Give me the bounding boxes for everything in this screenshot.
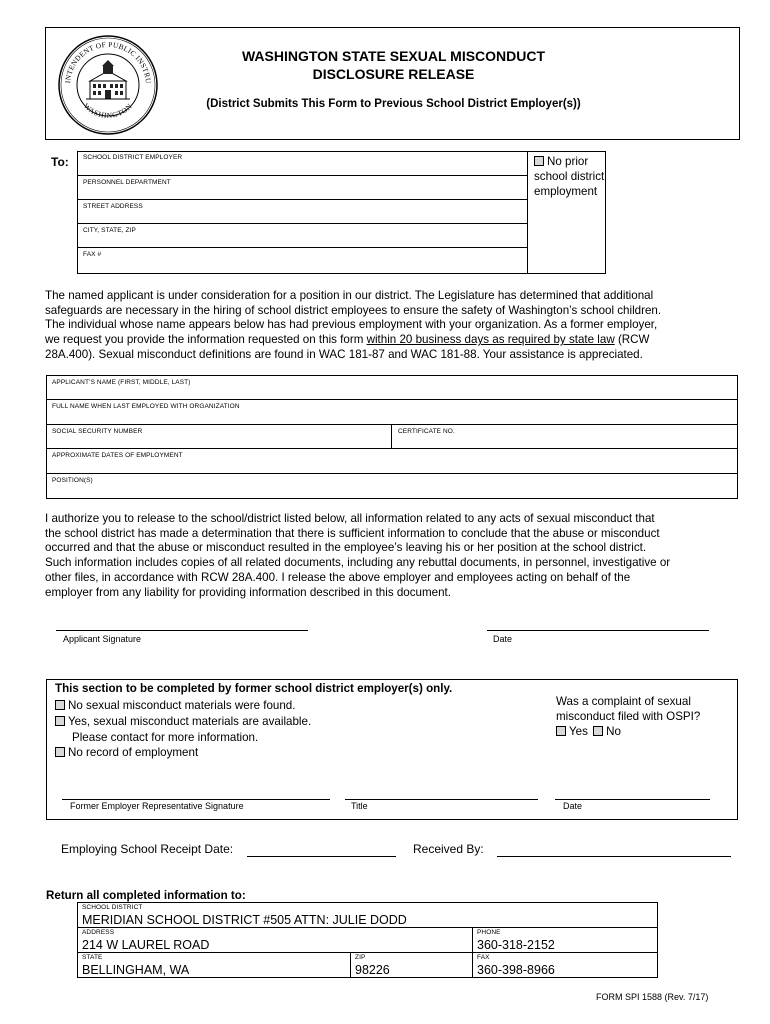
rep-signature-line[interactable] (62, 799, 330, 800)
full-name-label: FULL NAME WHEN LAST EMPLOYED WITH ORGANIZATION (52, 403, 240, 410)
authorization-line: other files, in accordance with RCW 28A.400. I release the above employer and employees acting on behalf of the (45, 570, 631, 584)
return-phone-label: PHONE (477, 929, 501, 936)
return-address-field (78, 928, 473, 953)
return-fax-value: 360-398-8966 (477, 963, 555, 977)
former-employer-box (46, 679, 738, 820)
rep-signature-label: Former Employer Representative Signature (70, 801, 244, 811)
authorization-paragraph (45, 512, 750, 600)
city-field[interactable] (78, 224, 528, 248)
page-title-line1: WASHINGTON STATE SEXUAL MISCONDUCT (241, 48, 546, 64)
return-heading: Return all completed information to: (46, 889, 246, 902)
return-state-value: BELLINGHAM, WA (82, 963, 190, 977)
department-label: PERSONNEL DEPARTMENT (83, 179, 171, 186)
return-state-label: STATE (82, 954, 103, 961)
intro-paragraph (45, 289, 745, 363)
deadline-text: within 20 business days as required by state law (366, 333, 615, 347)
no-prior-checkbox[interactable] (534, 156, 544, 166)
page-title-line2: DISCLOSURE RELEASE (312, 66, 475, 82)
authorization-line: employer from any liability for providing information described in this document. (45, 585, 451, 599)
page-subtitle: (District Submits This Form to Previous School District Employer(s)) (206, 98, 581, 110)
rep-title-label: Title (351, 801, 368, 811)
no-prior-text-1: No prior (547, 155, 589, 168)
return-address-value: 214 W LAUREL ROAD (82, 938, 210, 952)
authorization-line: I authorize you to release to the school/district listed below, all information related to any acts of sexual misconduct that (45, 512, 655, 525)
no-record-checkbox[interactable] (55, 747, 65, 757)
no-record-label: No record of employment (68, 746, 199, 760)
street-field[interactable] (78, 200, 528, 224)
no-prior-text-2: school district (534, 170, 605, 183)
form-number: FORM SPI 1588 (Rev. 7/17) (596, 992, 709, 1002)
return-district-value: MERIDIAN SCHOOL DISTRICT #505 ATTN: JULIE DODD (82, 913, 407, 927)
applicant-date-line[interactable] (487, 630, 709, 631)
rep-date-line[interactable] (555, 799, 710, 800)
street-label: STREET ADDRESS (83, 203, 143, 210)
applicant-name-field[interactable] (47, 376, 737, 400)
to-address-box (77, 151, 606, 274)
employment-dates-label: APPROXIMATE DATES OF EMPLOYMENT (52, 452, 183, 459)
employer-field[interactable] (78, 152, 528, 176)
certificate-field[interactable] (392, 425, 737, 449)
authorization-line: Such information includes copies of all related documents, including any rebuttal documents, in personnel, investigative or (45, 556, 671, 570)
no-materials-label: No sexual misconduct materials were found. (68, 699, 296, 712)
return-zip-field (351, 953, 473, 977)
received-by-line[interactable] (497, 856, 731, 857)
complaint-question-1: Was a complaint of sexual (556, 695, 691, 708)
no-prior-text-3: employment (534, 185, 598, 198)
receipt-date-line[interactable] (247, 856, 396, 857)
seal-text-top: INTENDENT OF PUBLIC INSTRU (63, 39, 154, 84)
return-phone-field (473, 928, 657, 953)
complaint-no-label: No (606, 725, 621, 738)
complaint-yes-checkbox[interactable] (556, 726, 566, 736)
option-no-materials[interactable] (55, 698, 311, 714)
receipt-date-label: Employing School Receipt Date: (61, 842, 234, 856)
complaint-question-2: misconduct filed with OSPI? (556, 710, 701, 723)
received-by-label: Received By: (413, 842, 484, 856)
fax-label: FAX # (83, 251, 102, 258)
intro-line: The named applicant is under consideration for a position in our district. The Legislature has determined that additional (45, 289, 654, 302)
authorization-line: occurred and that the abuse or misconduct resulted in the employee’s leaving his or her position at the school district. (45, 541, 647, 555)
authorization-line: the school district has made a determination that there is sufficient information to conclude that the abuse or misconduct (45, 526, 660, 540)
yes-materials-label: Yes, sexual misconduct materials are available. (68, 714, 312, 728)
certificate-label: CERTIFICATE NO. (398, 428, 455, 435)
intro-line: we request you provide the information requested on this form within 20 business days as required by state law (RCW (45, 333, 650, 347)
option-no-record[interactable] (55, 745, 311, 761)
applicant-signature-label: Applicant Signature (63, 634, 142, 644)
return-fax-label: FAX (477, 954, 490, 961)
return-state-field (78, 953, 351, 977)
former-employer-heading: This section to be completed by former school district employer(s) only. (55, 682, 453, 695)
intro-line: The individual whose name appears below has had previous employment with your organization. As a former employer, (45, 318, 658, 332)
complaint-yes-option[interactable] (556, 725, 588, 738)
return-address-box (77, 902, 658, 978)
intro-line: 28A.400). Sexual misconduct definitions are found in WAC 181-87 and WAC 181-88. Your assistance is appreciated. (45, 347, 643, 361)
yes-materials-checkbox[interactable] (55, 716, 65, 726)
applicant-name-label: APPLICANT’S NAME (FIRST, MIDDLE, LAST) (52, 379, 191, 386)
rep-title-line[interactable] (345, 799, 538, 800)
ssn-field[interactable] (47, 425, 392, 449)
return-district-field (78, 903, 657, 928)
positions-label: POSITION(S) (52, 477, 93, 484)
header-box (45, 27, 740, 140)
intro-line: safeguards are necessary in the hiring of school district employees to ensure the safety of Washington’s school children. (45, 303, 662, 317)
return-zip-label: ZIP (355, 954, 366, 961)
return-phone-value: 360-318-2152 (477, 938, 555, 952)
rep-date-label: Date (563, 801, 583, 811)
applicant-date-label: Date (493, 634, 513, 644)
city-label: CITY, STATE, ZIP (83, 227, 136, 234)
employment-dates-field[interactable] (47, 449, 737, 474)
contact-note: Please contact for more information. (72, 730, 259, 744)
employer-label: SCHOOL DISTRICT EMPLOYER (83, 154, 183, 161)
complaint-no-option[interactable] (591, 725, 621, 738)
option-yes-materials[interactable] (55, 714, 311, 730)
fax-field[interactable] (78, 248, 528, 273)
complaint-no-checkbox[interactable] (593, 726, 603, 736)
positions-field[interactable] (47, 474, 737, 498)
no-materials-checkbox[interactable] (55, 700, 65, 710)
return-address-label: ADDRESS (82, 929, 115, 936)
complaint-yes-label: Yes (569, 725, 588, 738)
no-prior-option[interactable] (534, 154, 606, 199)
applicant-info-box (46, 375, 738, 499)
return-district-label: SCHOOL DISTRICT (82, 904, 143, 911)
applicant-signature-line[interactable] (56, 630, 308, 631)
ssn-label: SOCIAL SECURITY NUMBER (52, 428, 143, 435)
department-field[interactable] (78, 176, 528, 200)
full-name-field[interactable] (47, 400, 737, 425)
to-label: To: (51, 155, 69, 169)
seal-text-bottom: WASHINGTON (81, 101, 135, 120)
return-fax-field (473, 953, 657, 977)
return-zip-value: 98226 (355, 963, 390, 977)
